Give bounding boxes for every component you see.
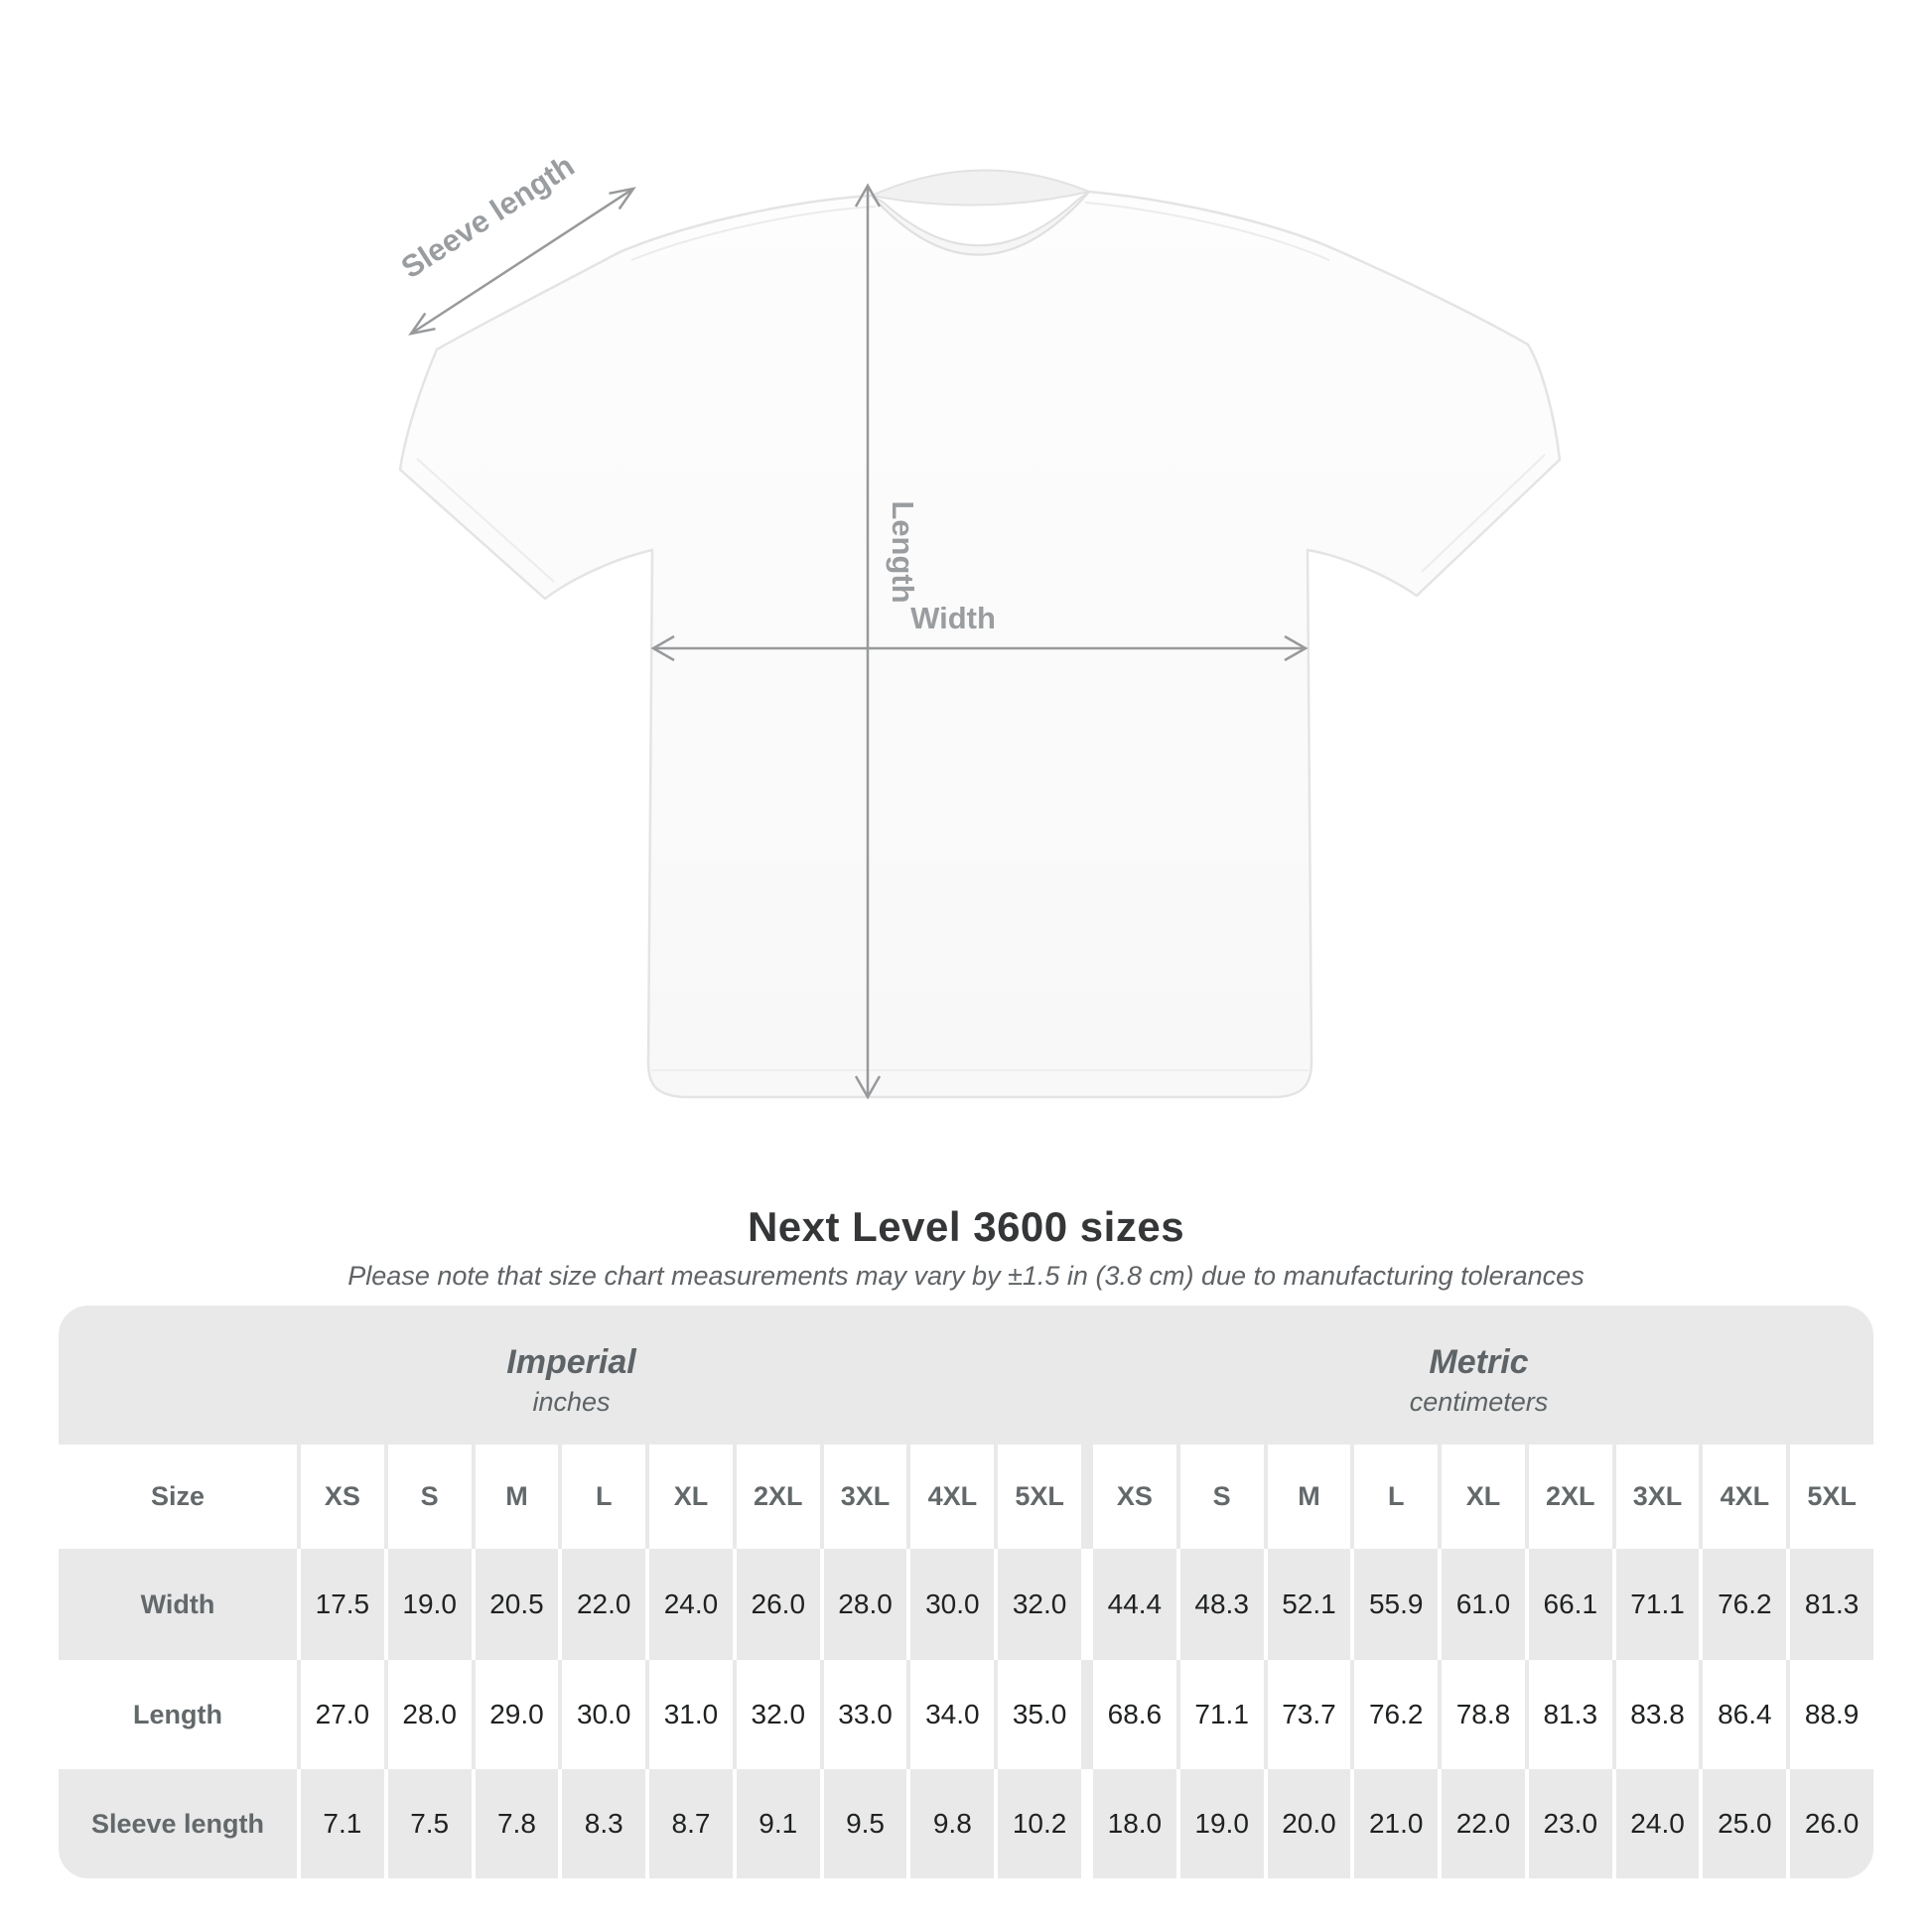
- width-imperial-2xl: 26.0: [737, 1549, 820, 1660]
- width-metric-s: 48.3: [1180, 1549, 1264, 1660]
- sleeve-metric-xl: 22.0: [1442, 1769, 1525, 1878]
- size-col-metric-3xl: 3XL: [1616, 1445, 1700, 1549]
- size-col-metric-xl: XL: [1442, 1445, 1525, 1549]
- width-metric-4xl: 76.2: [1703, 1549, 1786, 1660]
- metric-title: Metric: [1429, 1343, 1529, 1381]
- page-title: Next Level 3600 sizes: [747, 1203, 1185, 1250]
- size-header-row: [59, 1445, 1873, 1549]
- imperial-title: Imperial: [506, 1343, 636, 1381]
- sleeve-metric-4xl: 25.0: [1703, 1769, 1786, 1878]
- size-col-metric-xs: XS: [1093, 1445, 1176, 1549]
- sleeve-imperial-3xl: 9.5: [824, 1769, 907, 1878]
- sleeve-metric-2xl: 23.0: [1529, 1769, 1612, 1878]
- unit-divider: [1085, 1660, 1089, 1769]
- collar-back: [872, 170, 1089, 205]
- sleeve-metric-5xl: 26.0: [1790, 1769, 1873, 1878]
- size-col-imperial-m: M: [476, 1445, 559, 1549]
- length-imperial-m: 29.0: [476, 1660, 559, 1769]
- metric-unit: centimeters: [1409, 1387, 1549, 1417]
- length-metric-4xl: 86.4: [1703, 1660, 1786, 1769]
- page-subtitle: Please note that size chart measurements may vary by ±1.5 in (3.8 cm) due to manufacturing tolerances: [347, 1261, 1585, 1291]
- size-chart-panel: [59, 1306, 1873, 1878]
- size-col-metric-l: L: [1354, 1445, 1438, 1549]
- length-metric-3xl: 83.8: [1616, 1660, 1700, 1769]
- size-col-metric-m: M: [1268, 1445, 1351, 1549]
- table-row-sleeve-length: [59, 1769, 1873, 1878]
- length-metric-5xl: 88.9: [1790, 1660, 1873, 1769]
- width-imperial-l: 22.0: [562, 1549, 645, 1660]
- size-col-metric-4xl: 4XL: [1703, 1445, 1786, 1549]
- width-metric-3xl: 71.1: [1616, 1549, 1700, 1660]
- width-imperial-m: 20.5: [476, 1549, 559, 1660]
- imperial-section-header: [59, 1306, 1084, 1445]
- sleeve-metric-l: 21.0: [1354, 1769, 1438, 1878]
- width-metric-m: 52.1: [1268, 1549, 1351, 1660]
- length-metric-m: 73.7: [1268, 1660, 1351, 1769]
- length-imperial-xl: 31.0: [649, 1660, 733, 1769]
- sleeve-metric-3xl: 24.0: [1616, 1769, 1700, 1878]
- unit-divider: [1085, 1549, 1089, 1660]
- width-imperial-4xl: 30.0: [910, 1549, 994, 1660]
- length-imperial-2xl: 32.0: [737, 1660, 820, 1769]
- size-col-imperial-xs: XS: [301, 1445, 384, 1549]
- sleeve-imperial-2xl: 9.1: [737, 1769, 820, 1878]
- sleeve-imperial-s: 7.5: [388, 1769, 472, 1878]
- width-imperial-xl: 24.0: [649, 1549, 733, 1660]
- sleeve-imperial-xl: 8.7: [649, 1769, 733, 1878]
- table-row-length: [59, 1660, 1873, 1769]
- length-imperial-l: 30.0: [562, 1660, 645, 1769]
- width-imperial-s: 19.0: [388, 1549, 472, 1660]
- width-metric-xl: 61.0: [1442, 1549, 1525, 1660]
- length-imperial-s: 28.0: [388, 1660, 472, 1769]
- size-col-imperial-l: L: [562, 1445, 645, 1549]
- length-imperial-3xl: 33.0: [824, 1660, 907, 1769]
- row-label-sleeve-length: Sleeve length: [59, 1769, 297, 1878]
- sleeve-imperial-l: 8.3: [562, 1769, 645, 1878]
- width-metric-xs: 44.4: [1093, 1549, 1176, 1660]
- sleeve-metric-s: 19.0: [1180, 1769, 1264, 1878]
- length-metric-xs: 68.6: [1093, 1660, 1176, 1769]
- table-row-width: [59, 1549, 1873, 1660]
- sleeve-imperial-m: 7.8: [476, 1769, 559, 1878]
- length-imperial-5xl: 35.0: [998, 1660, 1081, 1769]
- length-imperial-xs: 27.0: [301, 1660, 384, 1769]
- size-col-metric-2xl: 2XL: [1529, 1445, 1612, 1549]
- metric-section-header: [1084, 1306, 1873, 1445]
- size-col-imperial-2xl: 2XL: [737, 1445, 820, 1549]
- length-imperial-4xl: 34.0: [910, 1660, 994, 1769]
- width-metric-2xl: 66.1: [1529, 1549, 1612, 1660]
- length-metric-l: 76.2: [1354, 1660, 1438, 1769]
- size-col-metric-s: S: [1180, 1445, 1264, 1549]
- length-metric-xl: 78.8: [1442, 1660, 1525, 1769]
- unit-divider: [1085, 1769, 1089, 1878]
- sleeve-metric-xs: 18.0: [1093, 1769, 1176, 1878]
- sleeve-imperial-5xl: 10.2: [998, 1769, 1081, 1878]
- length-metric-s: 71.1: [1180, 1660, 1264, 1769]
- sleeve-length-label: Sleeve length: [394, 148, 581, 286]
- length-metric-2xl: 81.3: [1529, 1660, 1612, 1769]
- size-col-imperial-xl: XL: [649, 1445, 733, 1549]
- width-metric-l: 55.9: [1354, 1549, 1438, 1660]
- row-label-width: Width: [59, 1549, 297, 1660]
- sleeve-metric-m: 20.0: [1268, 1769, 1351, 1878]
- unit-section-header: [59, 1306, 1873, 1445]
- size-corner-label: Size: [59, 1445, 297, 1549]
- width-metric-5xl: 81.3: [1790, 1549, 1873, 1660]
- imperial-unit: inches: [532, 1387, 611, 1417]
- length-label: Length: [886, 500, 920, 604]
- size-col-imperial-5xl: 5XL: [998, 1445, 1081, 1549]
- width-imperial-3xl: 28.0: [824, 1549, 907, 1660]
- sleeve-imperial-xs: 7.1: [301, 1769, 384, 1878]
- width-imperial-5xl: 32.0: [998, 1549, 1081, 1660]
- unit-divider: [1085, 1445, 1089, 1549]
- size-col-imperial-3xl: 3XL: [824, 1445, 907, 1549]
- size-col-imperial-4xl: 4XL: [910, 1445, 994, 1549]
- size-col-imperial-s: S: [388, 1445, 472, 1549]
- row-label-length: Length: [59, 1660, 297, 1769]
- width-imperial-xs: 17.5: [301, 1549, 384, 1660]
- sleeve-imperial-4xl: 9.8: [910, 1769, 994, 1878]
- size-col-metric-5xl: 5XL: [1790, 1445, 1873, 1549]
- width-label: Width: [910, 601, 996, 635]
